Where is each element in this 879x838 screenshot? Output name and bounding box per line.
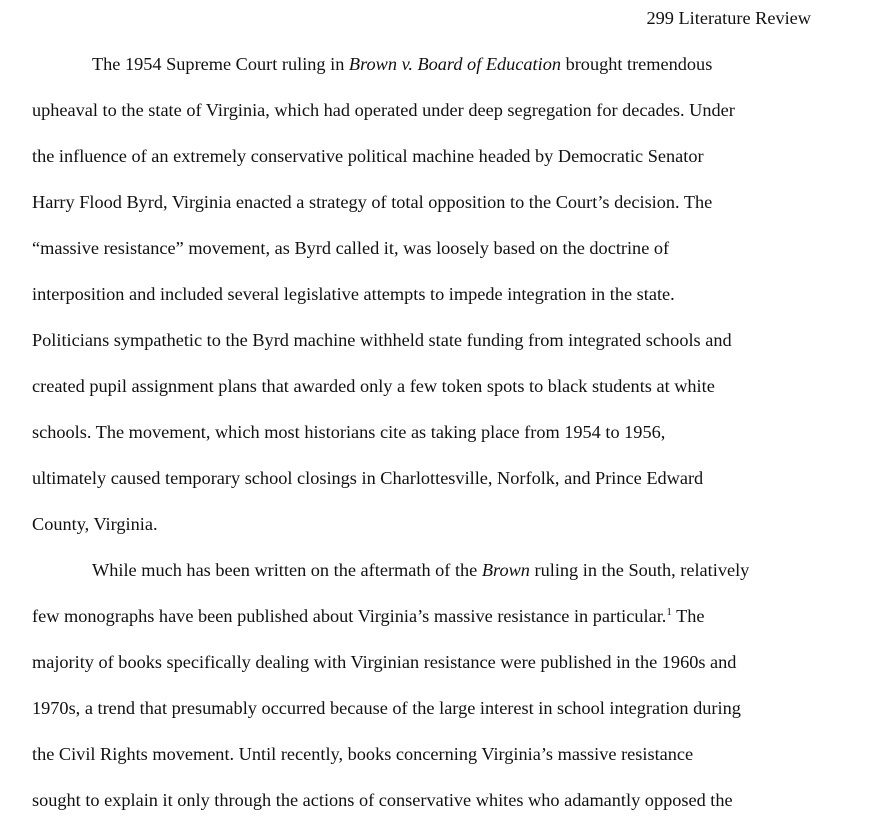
case-name-italic: Brown v. Board of Education — [348, 54, 561, 74]
paragraph-1-line-8: created pupil assignment plans that awarded only a few token spots to black students at white — [32, 376, 715, 396]
paragraph-1-line-3: the influence of an extremely conservative political machine headed by Democratic Senator — [32, 146, 704, 166]
case-name-italic: Brown — [481, 560, 530, 580]
text-run: ruling in the South, relatively — [529, 560, 750, 580]
footnote-marker[interactable]: 1 — [666, 606, 672, 618]
paragraph-1-line-1 — [92, 52, 712, 76]
text-run: few monographs have been published about Virginia’s massive resistance in particular. — [32, 606, 667, 626]
text-run: The 1954 Supreme Court ruling in — [92, 54, 349, 74]
paragraph-2-line-4: 1970s, a trend that presumably occurred because of the large interest in school integration during — [32, 698, 741, 718]
paragraph-1-line-2: upheaval to the state of Virginia, which had operated under deep segregation for decades. Under — [32, 100, 735, 120]
running-head: 299 Literature Review — [646, 8, 811, 28]
paragraph-2-line-3: majority of books specifically dealing with Virginian resistance were published in the 1960s and — [32, 652, 737, 672]
paragraph-1-line-7: Politicians sympathetic to the Byrd machine withheld state funding from integrated schools and — [32, 330, 732, 350]
paragraph-1-line-9: schools. The movement, which most historians cite as taking place from 1954 to 1956, — [32, 422, 666, 442]
text-run: brought tremendous — [561, 54, 713, 74]
text-run: The — [671, 606, 705, 626]
paragraph-1-line-4: Harry Flood Byrd, Virginia enacted a strategy of total opposition to the Court’s decision. The — [32, 192, 713, 212]
paragraph-2-line-1 — [92, 558, 749, 582]
paragraph-1-line-10: ultimately caused temporary school closings in Charlottesville, Norfolk, and Prince Edward — [32, 468, 704, 488]
paragraph-1-line-11: County, Virginia. — [32, 514, 158, 534]
text-run: While much has been written on the aftermath of the — [92, 560, 482, 580]
paragraph-2-line-6: sought to explain it only through the actions of conservative whites who adamantly opposed the — [32, 790, 733, 810]
paragraph-1-line-5: “massive resistance” movement, as Byrd called it, was loosely based on the doctrine of — [32, 238, 670, 258]
paragraph-1-line-6: interposition and included several legislative attempts to impede integration in the state. — [32, 284, 675, 304]
paragraph-2-line-5: the Civil Rights movement. Until recently, books concerning Virginia’s massive resistance — [32, 744, 694, 764]
paragraph-2-line-2 — [32, 604, 705, 628]
